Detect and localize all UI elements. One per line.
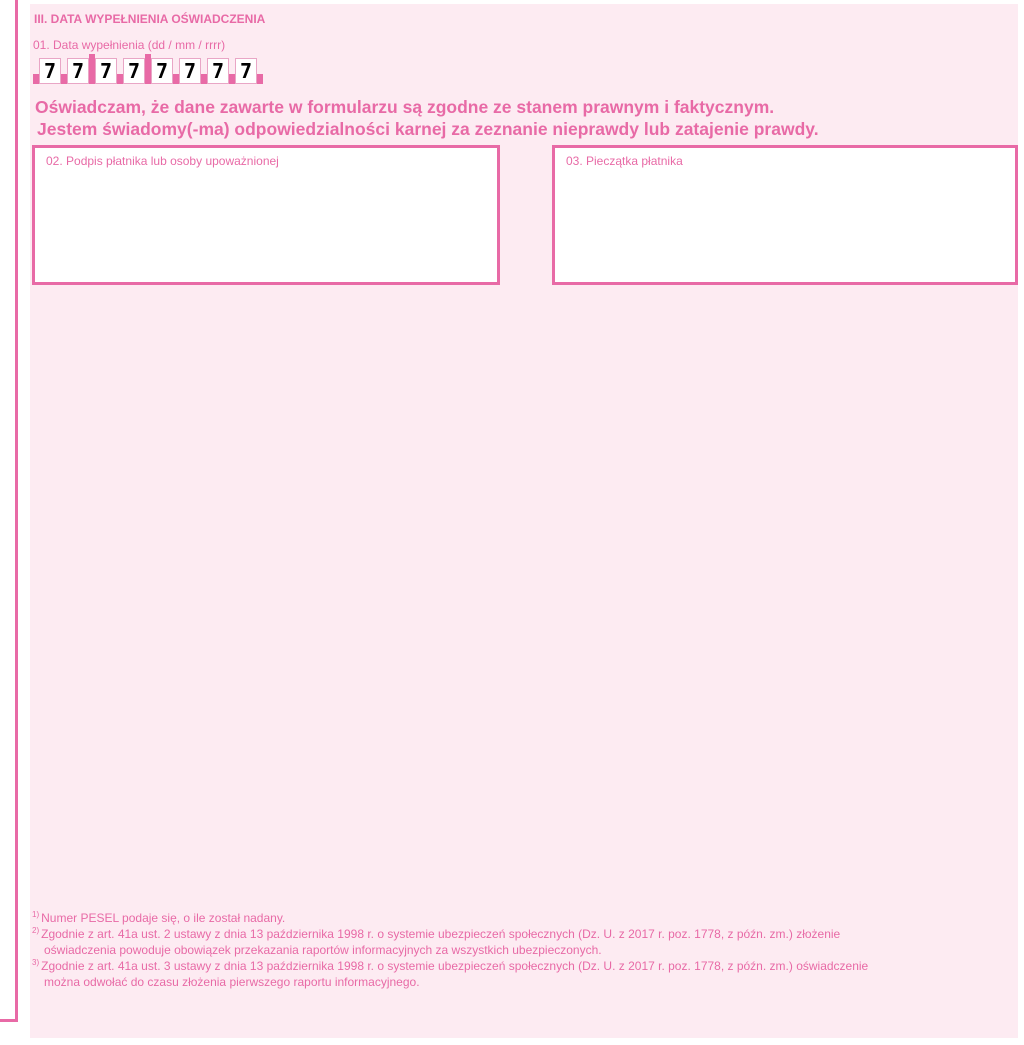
- footnote-1: [32, 910, 992, 926]
- signature-field-label: 02. Podpis płatnika lub osoby upoważnionej: [46, 154, 279, 168]
- date-tick: [257, 74, 263, 84]
- declaration-line-2: Jestem świadomy(-ma) odpowiedzialności karnej za zeznanie nieprawdy lub zatajenie prawdy.: [37, 119, 819, 139]
- left-margin-foot: [0, 1019, 18, 1022]
- footnote-2: [32, 926, 992, 958]
- date-digit-year-2[interactable]: 7: [179, 58, 201, 84]
- date-digit-day-2[interactable]: 7: [67, 58, 89, 84]
- footnote-text: Zgodnie z art. 41a ust. 2 ustawy z dnia 13 października 1998 r. o systemie ubezpieczeń społecznych (Dz. U. z 2017 r. poz. 1778, z późn. zm.) złożenie: [41, 927, 841, 941]
- section-title: III. DATA WYPEŁNIENIA OŚWIADCZENIA: [34, 12, 266, 26]
- footnote-text-continued: można odwołać do czasu złożenia pierwszego raportu informacyjnego.: [44, 975, 420, 989]
- signature-field[interactable]: [32, 145, 500, 285]
- footnotes: [32, 910, 992, 990]
- footnote-mark: 1): [32, 910, 40, 919]
- footnote-text-continued: oświadczenia powoduje obowiązek przekazania raportów informacyjnych za wszystkich ubezpieczonych.: [44, 943, 602, 957]
- declaration-text: [35, 96, 819, 140]
- left-margin-line: [15, 0, 18, 1022]
- date-digit-month-1[interactable]: 7: [95, 58, 117, 84]
- footnote-3: [32, 958, 992, 990]
- stamp-field[interactable]: [552, 145, 1018, 285]
- footnote-text: Numer PESEL podaje się, o ile został nadany.: [41, 911, 286, 925]
- date-digit-day-1[interactable]: 7: [39, 58, 61, 84]
- stamp-field-label: 03. Pieczątka płatnika: [566, 154, 683, 168]
- date-digit-year-3[interactable]: 7: [207, 58, 229, 84]
- date-digit-year-1[interactable]: 7: [151, 58, 173, 84]
- footnote-mark: 3): [32, 958, 40, 967]
- date-field-label: 01. Data wypełnienia (dd / mm / rrrr): [33, 38, 226, 52]
- declaration-line-1: Oświadczam, że dane zawarte w formularzu są zgodne ze stanem prawnym i faktycznym.: [35, 97, 775, 117]
- date-digit-year-4[interactable]: 7: [235, 58, 257, 84]
- footnote-text: Zgodnie z art. 41a ust. 3 ustawy z dnia 13 października 1998 r. o systemie ubezpieczeń społecznych (Dz. U. z 2017 r. poz. 1778, z późn. zm.) oświadczenie: [41, 959, 869, 973]
- footnote-mark: 2): [32, 926, 40, 935]
- date-digit-month-2[interactable]: 7: [123, 58, 145, 84]
- date-input-group[interactable]: [33, 52, 263, 84]
